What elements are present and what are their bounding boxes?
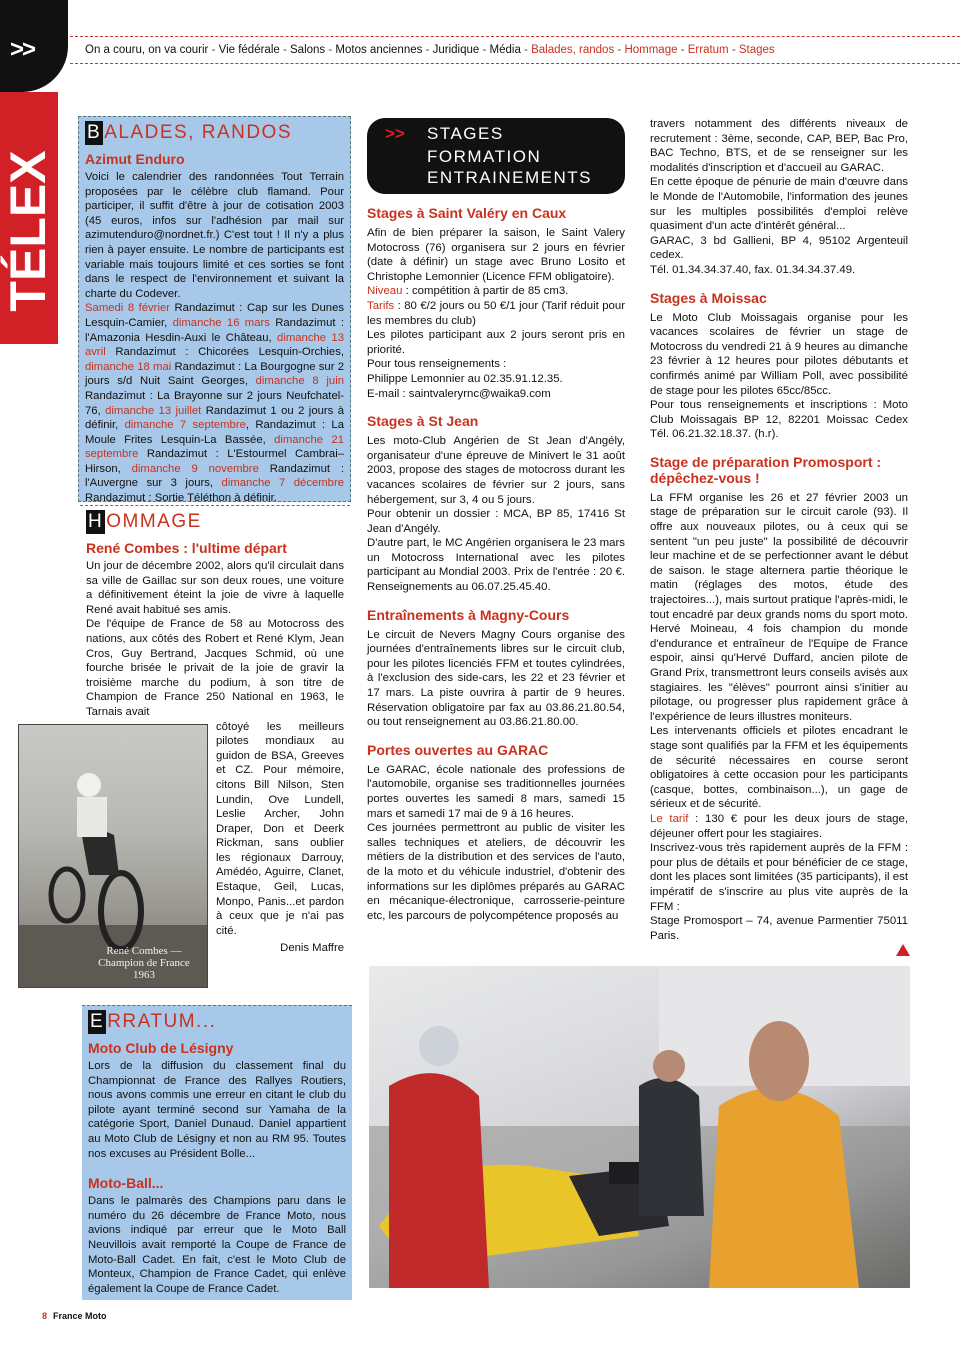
erratum-section <box>82 1005 352 1300</box>
balades-subheading: Azimut Enduro <box>85 151 185 167</box>
erratum-body-1: Lors de la diffusion du classement final du Championnat de France des Rallyes Routiers, nous avons commis une erreur en citant le club du pilote ayant terminé second sur Yamaha de la catégorie Sport, Daniel Dunaud. Daniel appartient au Moto Club de Lésigny et non au RM 95. Toutes nos excuses au Président Bolle... <box>88 1060 346 1160</box>
hommage-author: Denis Maffre <box>280 942 344 955</box>
section-side-bar <box>0 92 58 344</box>
nav-item-highlighted: Balades, randos <box>531 44 615 56</box>
track-photo <box>369 966 910 1288</box>
corner-arrows: >> <box>10 36 35 63</box>
garac-body-continued: travers notamment des différents niveaux de recrutement : 3ème, seconde, CAP, BEP, Bac Pro, BAC Techno, BTS, et de se renseigner sur les modalités d'inscription et d'accueil au GARAC. En cette époque de pénurie de main d'œuvre dans le Monde de l'Automobile, l'information des jeunes sur les multiples possibilités d'emploi relève quasiment d'un acte d'intérêt général... GARAC, 3 bd Gallieni, BP 4, 95102 Argenteuil cedex. Tél. 01.34.34.37.40, fax. 01.34.34.37.49. <box>650 118 908 276</box>
saint-valery-body: Afin de bien préparer la saison, le Saint Valery Motocross (76) organisera sur 2 jours en février (date à définir) un stage avec Bruno Losito et Christophe Lemonnier (Licence FFM obligatoire). Niveau : compétition à partir de 85 cm3. Tarifs : 80 €/2 jours ou 50 €/1 jour (Tarif réduit pour les membres du club) Les pilotes participant aux 2 jours seront pris en priorité. Pour tous renseignements : Philippe Lemonnier au 02.35.91.12.35. E-mail : saintvaleryrnc@waika9.com <box>367 227 625 400</box>
promosport-title: Stage de préparation Promosport : dépêchez-vous ! <box>650 453 882 486</box>
corner-tab <box>0 0 68 92</box>
garac-title: Portes ouvertes au GARAC <box>367 741 549 758</box>
erratum-subheading-2: Moto-Ball... <box>88 1175 164 1192</box>
nav-item: Salons <box>290 44 326 56</box>
magny-body: Le circuit de Nevers Magny Cours organise des journées d'entraînements libres sur le circuit club, pour les pilotes licenciés FFM et toutes cylindrées, à l'exclusion des side-cars, les 22 et 23 février et 17 mars. La piste ouvrira à partir de 9 heures. Réservation obligatoire par fax au 03.86.21.80.54, ou tout renseignement au 03.86.21.80.00. <box>367 628 625 729</box>
st-jean-body: Les moto-Club Angérien de St Jean d'Angély, organisateur d'une épreuve de Minivert le 31 août 2003, propose des stages de motocross durant les vacances scolaires de février sur 2 jours, sans hébergement, sur 3, 4 ou 5 jours. Pour obtenir un dossier : MCA, BP 85, 17416 St Jean d'Angély. D'autre part, le MC Angérien organisera le 23 mars un Motocross International avec les pilotes participant au Mondial 2003. Prix de l'entrée : 20 €. Renseignements au 06.07.25.45.40. <box>367 435 625 594</box>
promosport-body: La FFM organise les 26 et 27 février 2003 un stage de préparation sur le circuit carole (93). Il offre aux nouveaux pilotes, ou à ceux qui se sentent "un peu juste" la possibilité de découvrir leur machine et de se perfectionner avant le début de saison. le stage alternera partie théorique le matin (réglages des motos, étude des trajectoires...), mais surtout pratique l'après-midi, le tout encadré par deux grands noms du sport moto. Hervé Moineau, 4 fois champion du monde d'endurance et entraîneur de l'Equipe de France espoir, ainsi qu'Hervé Duffard, ancien pilote de Grand Prix, transmettront leurs conseils avisés aux stagiaires. les "élèves" pourront ainsi s'initier au pilotage, ou progresser plus rapidement grâce à l'expérience de leurs illustres moniteurs. Les intervenants officiels et pilotes encadrant le stage sont qualifiés par la FFM et les équipements de sécurité nécessaires en course seront obligatoires à cette occasion pour les participants (casque, bottes, combinaison...), un gage de sérieux et de sécurité. Le tarif : 130 € pour les deux jours de stage, déjeuner offert pour les stagiaires. Inscrivez-vous très rapidement auprès de la FFM : pour plus de détails et pour bénéficier de ce stage, dont les places sont limitées (35 participants), il est impératif de s'inscrire au plus vite auprès de la FFM : Stage Promosport – 74, avenue Parmentier 75011 Paris. <box>650 491 909 942</box>
nav-item: Vie fédérale <box>218 44 280 56</box>
nav-item: Juridique <box>432 44 480 56</box>
nav-item-highlighted: Stages <box>738 44 775 56</box>
hommage-heading: H OMMAGE <box>88 511 202 532</box>
garac-body: Le GARAC, école nationale des professions de l'automobile, organise ses traditionnelles journées portes ouvertes les samedi 8 mars, samedi 15 mars et samedi 17 mai de 9 à 16 heures. Ces journées permettront au public de visiter les salles techniques et ateliers, de découvrir les métiers de la distribution et des services de l'auto, de la moto et du véhicule industriel, d'obtenir des informations sur les diplômes préparés au GARAC en mécanique-électronique, carrosserie-peinture etc, les parcours de polycompétence proposés au <box>367 763 625 922</box>
st-jean-title: Stages à St Jean <box>367 413 479 430</box>
nav-item-highlighted: Hommage <box>624 44 678 56</box>
photo-caption: René Combes — Champion de France 1963 <box>98 945 190 981</box>
end-of-article-triangle-icon <box>896 944 910 956</box>
saint-valery-title: Stages à Saint Valéry en Caux <box>367 205 567 221</box>
erratum-subheading-1: Moto Club de Lésigny <box>88 1040 234 1056</box>
hommage-subheading: René Combes : l'ultime départ <box>86 540 287 556</box>
magny-title: Entraînements à Magny-Cours <box>367 606 570 623</box>
right-column <box>650 117 908 943</box>
balades-body: Voici le calendrier des randonnées Tout Terrain proposées par le célèbre club flamand. Pour participer, il suffit d'être à jour de cotisation 2003 (45 euros, infos sur l'adhésion par mail sur azimutenduro@nordnet.fr.) C'est tout ! Il n'y a plus rien à payer ensuite. Le nombre de participants est variable mais toujours limité et ces sorties se font dans le respect de l'environnement et suivant la charte du Codever. Samedi 8 février Randazimut : Cap sur les Dunes Lesquin-Camier, dimanche 16 mars Randazimut : l'Amazonia Hesdin-Auxi le Château, dimanche 13 avril Randazimut : Chicorées Lesquin-Orchies, dimanche 18 mai Randazimut : La Bourgogne sur 2 jours s/d Nuit Saint Georges, dimanche 8 juin Randazimut : La Brayonne sur 2 jours Neufchatel-76, dimanche 13 juillet Randazimut 1 ou 2 jours à définir, dimanche 7 septembre, Randazimut : La Moule Frites Lesquin-La Bassée, dimanche 21 septembre Randazimut : L'Estourmel Cambrai–Hirson, dimanche 9 novembre Randazimut : l'Auvergne sur 3 jours, dimanche 7 décembre Randazimut : Sortie Téléthon à définir. <box>85 171 345 505</box>
rider-photo <box>18 724 208 988</box>
section-title: TÉLEX <box>0 150 56 312</box>
stages-line-3: ENTRAINEMENTS <box>427 168 592 187</box>
stages-arrows: >> <box>385 124 405 143</box>
balades-section <box>78 116 351 505</box>
nav-item: On a couru, on va courir <box>85 44 209 56</box>
stages-header-box <box>367 118 625 194</box>
nav-item: Motos anciennes <box>335 44 423 56</box>
magazine-name: France Moto <box>53 1311 107 1321</box>
page-footer <box>42 1311 107 1321</box>
hommage-body-2: De l'équipe de France de 58 au Motocross des nations, aux côtés des Robert et René Klym, Jean Cros, Guy Bertrand, Jacques Schmid, où une fourche brisée le privait de la joie de gravir la troisième marche du podium, à son titre de Champion de France 250 National en 1963, le Tarnais avait <box>86 618 344 718</box>
stages-line-1: STAGES <box>427 124 504 143</box>
moissac-body: Le Moto Club Moissagais organise pour les vacances scolaires de février un stage de Motocross du vendredi 21 à 9 heures au dimanche 23 février à 12 heures pour pilotes débutants et confirmés animé par William Poll, avec possibilité de stage pour les pilotes 65cc/85cc. Pour tous renseignements et inscriptions : Moto Club Moissagais BP 12, 82201 Moissac Cedex Tél. 06.21.32.18.37. (h.r). <box>650 311 908 441</box>
erratum-heading: E RRATUM... <box>90 1011 217 1032</box>
nav-item-highlighted: Erratum <box>687 44 729 56</box>
balades-heading: B ALADES, RANDOS <box>87 122 293 143</box>
topic-navigation: On a couru, on va courir - Vie fédérale - Salons - Motos anciennes - Juridique - Média - Balades, randos - Hommage - Erratum - Stages <box>70 36 960 64</box>
hommage-body-3: côtoyé les meilleurs pilotes mondiaux au guidon de BSA, Greeves et CZ. Pour mémoire, citons Bill Nilson, Sten Lundin, Ove Lundell, Leslie Archer, John Draper, Don et Deerk Rickman, sans oublier les régionaux Darrouy, Amédéo, Aguirre, Clanet, Estaque, Geil, Lucas, Monpo, Panis...et pardon à ceux que je n'ai pas cité. <box>216 720 344 937</box>
moissac-title: Stages à Moissac <box>650 289 767 306</box>
paddock-scene-illustration <box>369 966 910 1288</box>
nav-item: Média <box>489 44 521 56</box>
stages-line-2: FORMATION <box>427 147 542 166</box>
page-number: 8 <box>42 1311 48 1321</box>
hommage-body-1: Un jour de décembre 2002, alors qu'il circulait dans sa ville de Gaillac sur son deux roues, une voiture a définitivement éteint la joie de vivre à laquelle René avait habitué ses amis. <box>86 560 344 616</box>
erratum-body-2: Dans le palmarès des Champions paru dans le numéro du 26 décembre de France Moto, nous avions indiqué par erreur que le Moto Ball Neuvillois avait remporté la Coupe de France de Moto-Ball Cadet. En fait, c'est le Moto Club de Monteux, Champion de France Cadet, qui enlève également la Coupe de France Cadet. <box>88 1195 346 1295</box>
middle-column <box>367 205 625 923</box>
